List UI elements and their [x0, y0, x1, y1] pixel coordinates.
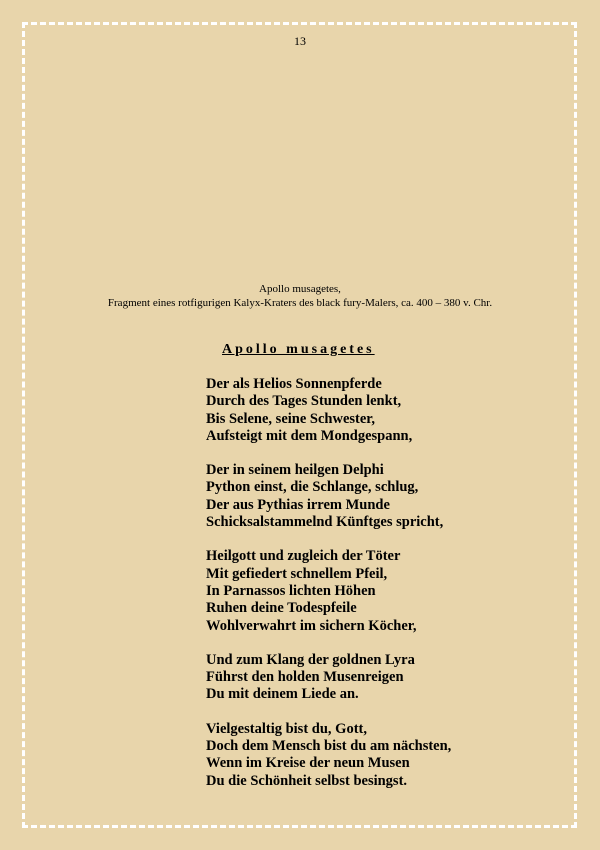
- poem-stanza: [206, 548, 451, 634]
- poem-line: Python einst, die Schlange, schlug,: [206, 479, 419, 496]
- poem-line: Und zum Klang der goldnen Lyra: [206, 651, 415, 668]
- poem-line: Führst den holden Musenreigen: [206, 669, 404, 686]
- poem-line: Durch des Tages Stunden lenkt,: [206, 393, 402, 410]
- poem-stanza: [206, 376, 451, 445]
- poem-line: Wenn im Kreise der neun Musen: [206, 755, 410, 772]
- poem-line: Du mit deinem Liede an.: [206, 686, 359, 703]
- poem-body: [206, 376, 451, 807]
- poem-line: Heilgott und zugleich der Töter: [206, 548, 401, 565]
- poem-line: Der in seinem heilgen Delphi: [206, 462, 384, 479]
- image-caption: [0, 282, 600, 310]
- poem-stanza: [206, 652, 451, 704]
- poem-line: Ruhen deine Todespfeile: [206, 600, 357, 617]
- poem-line: Bis Selene, seine Schwester,: [206, 410, 376, 427]
- poem-line: Wohlverwahrt im sichern Köcher,: [206, 617, 417, 634]
- page-number: 13: [294, 34, 306, 48]
- poem-line: Der aus Pythias irrem Munde: [206, 496, 390, 513]
- poem-line: Schicksalstammelnd Künftges spricht,: [206, 514, 444, 531]
- poem-line: Aufsteigt mit dem Mondgespann,: [206, 427, 413, 444]
- poem-line: In Parnassos lichten Höhen: [206, 582, 376, 599]
- poem-stanza: [206, 721, 451, 790]
- poem-title: Apollo musagetes: [222, 342, 375, 357]
- poem-stanza: [206, 462, 451, 531]
- poem-line: Doch dem Mensch bist du am nächsten,: [206, 738, 452, 755]
- caption-description: Fragment eines rotfigurigen Kalyx-Kraters des black fury-Malers, ca. 400 – 380 v. Chr.: [107, 297, 493, 309]
- caption-title: Apollo musagetes,: [259, 283, 341, 295]
- poem-line: Mit gefiedert schnellem Pfeil,: [206, 565, 388, 582]
- poem-line: Der als Helios Sonnenpferde: [206, 376, 382, 392]
- poem-line: Du die Schönheit selbst besingst.: [206, 772, 408, 789]
- poem-line: Vielgestaltig bist du, Gott,: [206, 720, 367, 737]
